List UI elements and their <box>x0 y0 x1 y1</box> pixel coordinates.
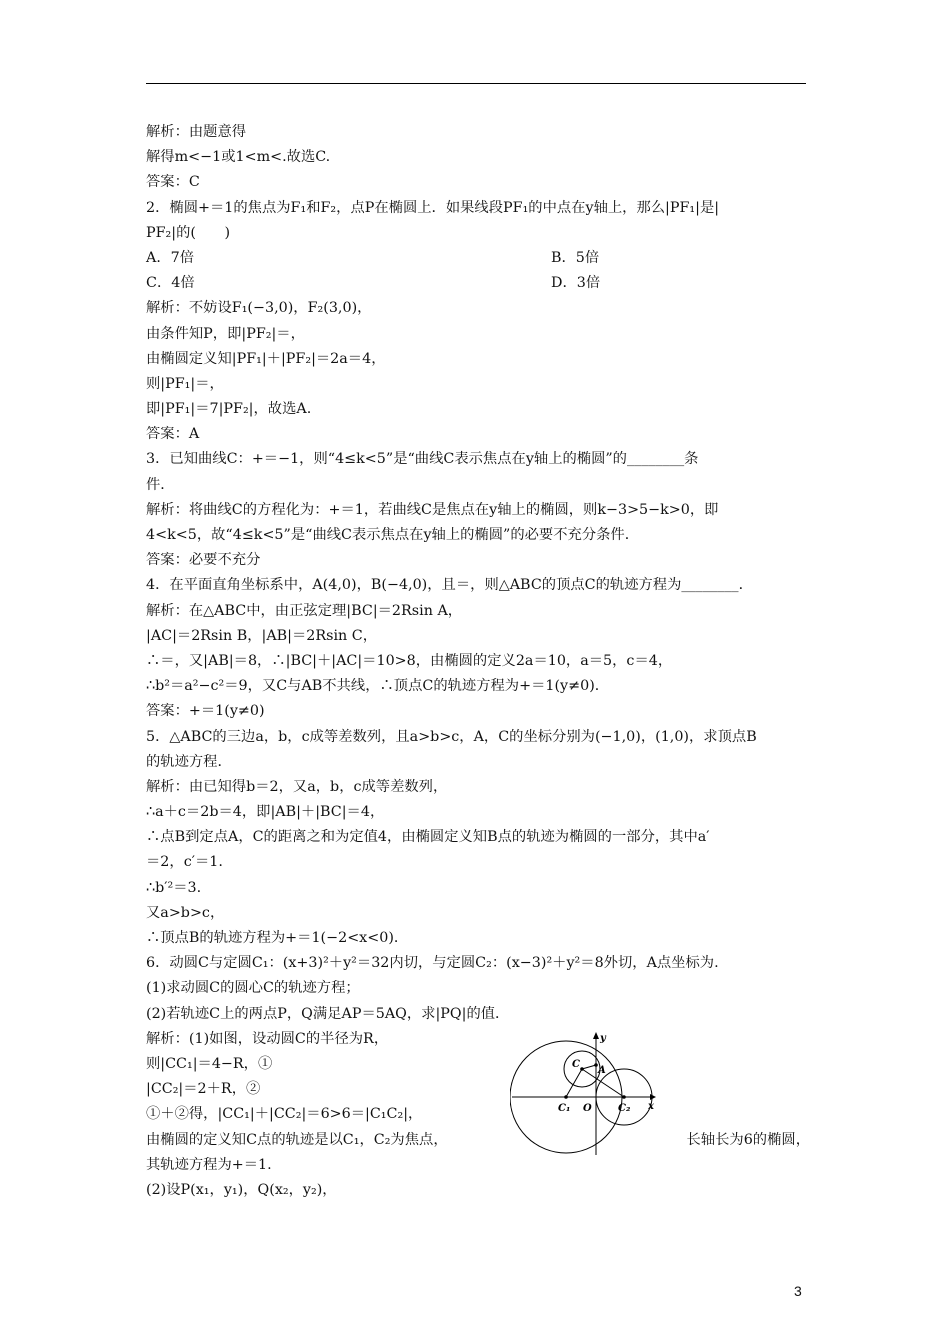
text-line: |AC|＝2Rsin B，|AB|＝2Rsin C， <box>146 627 378 644</box>
text-line-split <box>146 1128 810 1153</box>
x-axis-arrow <box>650 1094 656 1100</box>
text-line: 解得m<−1或1<m<.故选C. <box>146 149 331 166</box>
label-c2: C₂ <box>618 1103 631 1114</box>
options-row <box>146 271 810 296</box>
text-line: 4．在平面直角坐标系中，A(4,0)，B(−4,0)，且＝，则△ABC的顶点C的轨迹方程为________． <box>146 577 753 594</box>
label-c: C <box>572 1059 580 1070</box>
text-line: 答案：C <box>146 174 200 191</box>
text-line: ∴b′²＝3. <box>146 879 202 896</box>
text-line: 答案：必要不充分 <box>146 552 261 569</box>
text-line: ∴点B到定点A，C的距离之和为定值4，由椭圆定义知B点的轨迹为椭圆的一部分，其中a′ <box>146 829 710 846</box>
text-line: 解析：由已知得b＝2，又a，b，c成等差数列， <box>146 778 448 795</box>
label-a: A <box>598 1065 606 1076</box>
segment-c1-c <box>566 1069 582 1097</box>
text-line: (1)求动圆C的圆心C的轨迹方程； <box>146 980 360 997</box>
question-2-options <box>146 246 810 296</box>
text-line: 件． <box>146 476 175 493</box>
text-line: 3．已知曲线C：+＝−1，则“4≤k<5”是“曲线C表示焦点在y轴上的椭圆”的________条 <box>146 451 699 468</box>
text-line: |CC₂|＝2＋R，② <box>146 1081 261 1098</box>
option-a: A．7倍 <box>146 249 195 266</box>
text-line: ∴b²＝a²−c²＝9，又C与AB不共线，∴顶点C的轨迹方程为+＝1(y≠0)． <box>146 678 610 695</box>
text-line: 2．椭圆+＝1的焦点为F₁和F₂，点P在椭圆上．如果线段PF₁的中点在y轴上，那么|PF₁|是| <box>146 199 720 216</box>
option-c: C．4倍 <box>146 275 195 292</box>
segment-c-a <box>582 1065 596 1069</box>
document-body <box>146 120 810 1203</box>
text-line-left: 由椭圆的定义知C点的轨迹是以C₁，C₂为焦点， <box>146 1131 448 1148</box>
block-b <box>146 296 810 1127</box>
y-axis-arrow <box>593 1032 599 1039</box>
text-line: ∴顶点B的轨迹方程为+＝1(−2<x<0)． <box>146 930 409 946</box>
text-line: 6．动圆C与定圆C₁：(x+3)²＋y²＝32内切，与定圆C₂：(x−3)²＋y²＝8外切，A点坐标为. <box>146 955 719 972</box>
text-line: 4<k<5，故“4≤k<5”是“曲线C表示焦点在y轴上的椭圆”的必要不充分条件． <box>146 527 640 543</box>
label-y: y <box>600 1033 606 1044</box>
page-number: 3 <box>794 1283 802 1299</box>
text-line: 的轨迹方程． <box>146 753 232 770</box>
text-line: ＝2，c′＝1. <box>146 854 223 871</box>
point-c1 <box>564 1095 568 1099</box>
text-line: ∴＝，又|AB|＝8，∴|BC|＋|AC|＝10>8，由椭圆的定义2a＝10，a＝5，c＝4， <box>146 652 673 669</box>
text-line: 解析：不妨设F₁(−3,0)，F₂(3,0)， <box>146 300 372 317</box>
text-line-right: 长轴长为6的椭圆， <box>686 1131 810 1148</box>
text-line: 则|PF₁|＝， <box>146 375 224 392</box>
label-c1: C₁ <box>558 1103 571 1114</box>
text-line: PF₂|的( ) <box>146 224 231 241</box>
text-line: 即|PF₁|＝7|PF₂|，故选A. <box>146 401 312 418</box>
label-o: O <box>583 1103 592 1114</box>
text-line: 由条件知P，即|PF₂|＝， <box>146 325 305 342</box>
text-line: 5．△ABC的三边a，b，c成等差数列，且a>b>c，A，C的坐标分别为(−1,0)，(1,0)，求顶点B <box>146 728 757 745</box>
label-x: x <box>648 1101 654 1112</box>
point-c <box>580 1067 584 1071</box>
option-d: D．3倍 <box>551 275 601 292</box>
point-c2 <box>622 1095 626 1099</box>
text-line: 解析：将曲线C的方程化为：+＝1，若曲线C是焦点在y轴上的椭圆，则k−3>5−k>0，即 <box>146 501 719 518</box>
text-line: 答案：+＝1(y≠0) <box>146 703 265 720</box>
text-line: (2)若轨迹C上的两点P，Q满足AP＝5AQ，求|PQ|的值． <box>146 1005 510 1022</box>
text-line: (2)设P(x₁，y₁)，Q(x₂，y₂)， <box>146 1181 337 1198</box>
circles-figure <box>510 1025 658 1157</box>
text-line: 则|CC₁|＝4−R，① <box>146 1055 273 1072</box>
text-line: 解析：(1)如图，设动圆C的半径为R， <box>146 1030 389 1047</box>
text-line: 由椭圆定义知|PF₁|＋|PF₂|＝2a＝4， <box>146 350 386 367</box>
text-line: 又a>b>c， <box>146 904 225 921</box>
circles-diagram <box>510 1025 658 1157</box>
text-line: 其轨迹方程为+＝1. <box>146 1156 272 1173</box>
header-rule <box>146 83 806 84</box>
option-b: B．5倍 <box>551 249 600 266</box>
text-line: 解析：由题意得 <box>146 124 247 140</box>
block-c <box>146 1153 810 1203</box>
block-a <box>146 120 810 246</box>
options-row <box>146 246 810 271</box>
text-line: ①＋②得，|CC₁|＋|CC₂|＝6>6＝|C₁C₂|， <box>146 1106 423 1123</box>
text-line: 答案：A <box>146 426 200 443</box>
text-line: 解析：在△ABC中，由正弦定理|BC|＝2Rsin A， <box>146 602 463 619</box>
text-line: ∴a＋c＝2b＝4，即|AB|＋|BC|＝4， <box>146 804 385 821</box>
